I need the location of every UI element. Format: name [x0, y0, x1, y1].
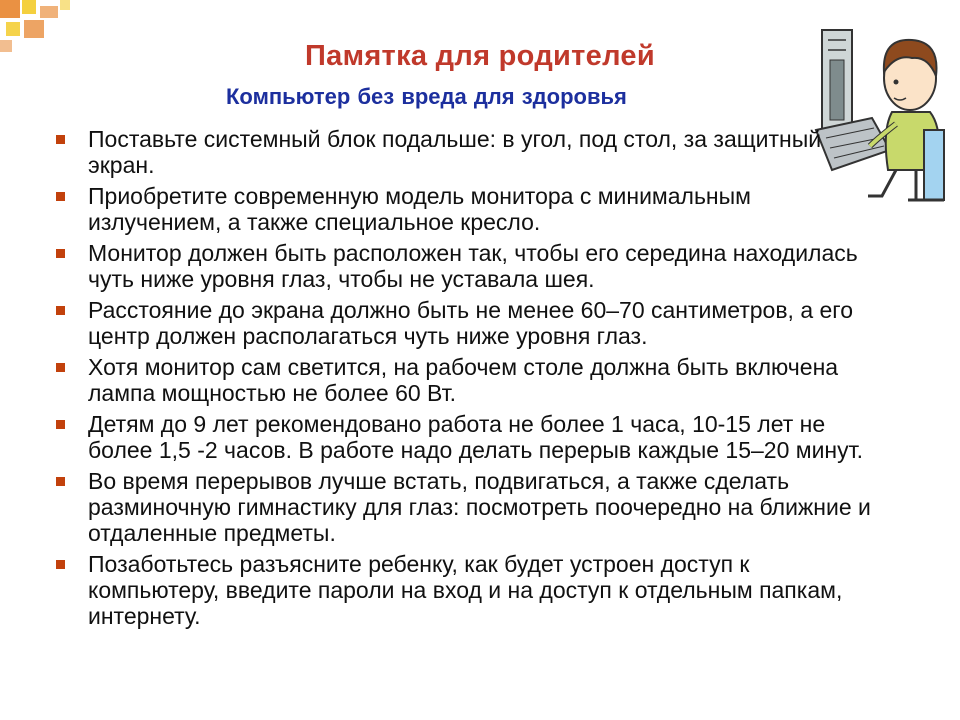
advice-list: [52, 126, 872, 634]
list-item: Расстояние до экрана должно быть не менее 60–70 сантиметров, а его центр должен располагаться чуть ниже уровня глаз.: [52, 297, 872, 349]
list-item: Хотя монитор сам светится, на рабочем столе должна быть включена лампа мощностью не более 60 Вт.: [52, 354, 872, 406]
list-item: Детям до 9 лет рекомендовано работа не более 1 часа, 10-15 лет не более 1,5 -2 часов. В работе надо делать перерыв каждые 15–20 минут.: [52, 411, 872, 463]
page-subtitle: Компьютер без вреда для здоровья: [226, 84, 627, 109]
list-item: Позаботьтесь разъясните ребенку, как будет устроен доступ к компьютеру, введите пароли на вход и на доступ к отдельным папкам, интернету.: [52, 551, 872, 629]
list-item: Монитор должен быть расположен так, чтобы его середина находилась чуть ниже уровня глаз, чтобы не уставала шея.: [52, 240, 872, 292]
square-bullet-icon: [56, 306, 65, 315]
square-bullet-icon: [56, 135, 65, 144]
square-bullet-icon: [56, 249, 65, 258]
square-bullet-icon: [56, 192, 65, 201]
page-title: Памятка для родителей: [305, 40, 655, 72]
square-bullet-icon: [56, 560, 65, 569]
list-item: Во время перерывов лучше встать, подвигаться, а также сделать разминочную гимнастику для глаз: посмотреть поочередно на ближние и отдаленные предметы.: [52, 468, 872, 546]
list-item: Приобретите современную модель монитора с минимальным излучением, а также специальное кресло.: [52, 183, 872, 235]
square-bullet-icon: [56, 477, 65, 486]
square-bullet-icon: [56, 363, 65, 372]
list-item: Поставьте системный блок подальше: в угол, под стол, за защитный экран.: [52, 126, 872, 178]
square-bullet-icon: [56, 420, 65, 429]
